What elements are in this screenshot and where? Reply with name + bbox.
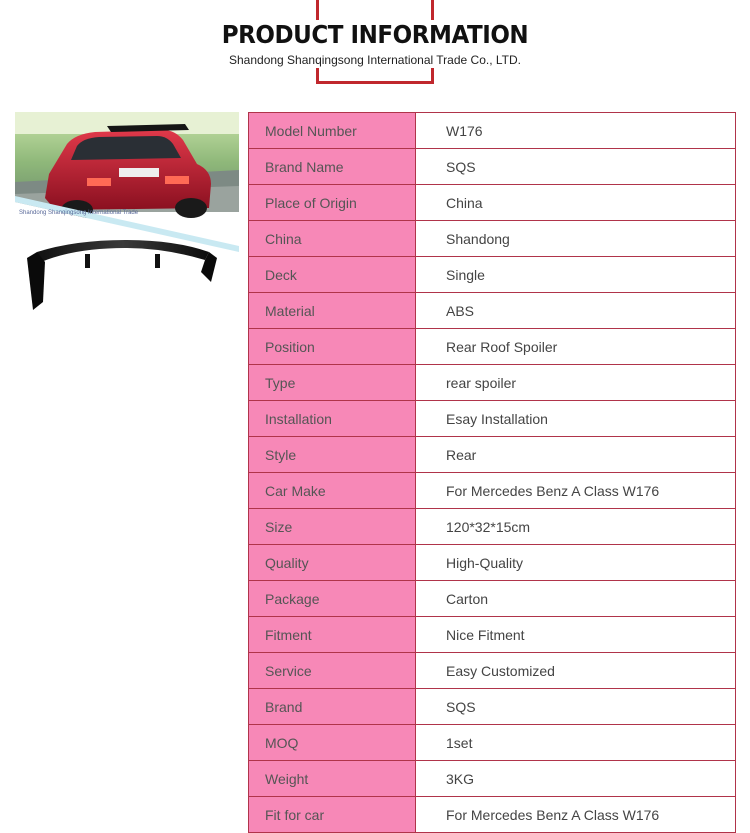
spec-row (249, 293, 736, 329)
spec-value: SQS (416, 689, 736, 725)
spec-value: 3KG (416, 761, 736, 797)
product-image (15, 112, 239, 318)
spec-row (249, 113, 736, 149)
spec-label: Style (249, 437, 416, 473)
spec-row (249, 509, 736, 545)
spec-value: rear spoiler (416, 365, 736, 401)
spec-row (249, 725, 736, 761)
spec-value: Single (416, 257, 736, 293)
spec-table-body (249, 113, 736, 833)
spec-value: For Mercedes Benz A Class W176 (416, 797, 736, 833)
spec-row (249, 653, 736, 689)
spec-row (249, 689, 736, 725)
spec-row (249, 473, 736, 509)
image-watermark: Shandong Shanqingsong International Trade (19, 210, 139, 216)
spec-value: Easy Customized (416, 653, 736, 689)
spec-row (249, 329, 736, 365)
spec-label: Place of Origin (249, 185, 416, 221)
spec-row (249, 581, 736, 617)
spec-row (249, 365, 736, 401)
spec-row (249, 149, 736, 185)
spec-table (248, 112, 736, 833)
spec-value: High-Quality (416, 545, 736, 581)
spec-label: Type (249, 365, 416, 401)
spec-row (249, 401, 736, 437)
spec-value: Rear Roof Spoiler (416, 329, 736, 365)
spec-label: Material (249, 293, 416, 329)
spec-value: For Mercedes Benz A Class W176 (416, 473, 736, 509)
spec-label: MOQ (249, 725, 416, 761)
spec-label: Size (249, 509, 416, 545)
spec-value: Shandong (416, 221, 736, 257)
spec-label: Quality (249, 545, 416, 581)
spec-label: Fit for car (249, 797, 416, 833)
spec-label: Brand (249, 689, 416, 725)
spec-row (249, 221, 736, 257)
spec-row (249, 617, 736, 653)
spec-row (249, 257, 736, 293)
spec-row (249, 761, 736, 797)
spec-label: Brand Name (249, 149, 416, 185)
spec-value: SQS (416, 149, 736, 185)
spec-value: Nice Fitment (416, 617, 736, 653)
spec-label: Deck (249, 257, 416, 293)
spec-value: W176 (416, 113, 736, 149)
spec-label: Model Number (249, 113, 416, 149)
spec-row (249, 797, 736, 833)
spec-value: ABS (416, 293, 736, 329)
spec-value: Rear (416, 437, 736, 473)
spec-label: Car Make (249, 473, 416, 509)
spec-label: Position (249, 329, 416, 365)
company-name: Shandong Shanqingsong International Trade Co., LTD. (229, 53, 521, 67)
spec-label: Package (249, 581, 416, 617)
spec-row (249, 437, 736, 473)
spec-label: China (249, 221, 416, 257)
spec-value: 120*32*15cm (416, 509, 736, 545)
spec-label: Fitment (249, 617, 416, 653)
spec-value: 1set (416, 725, 736, 761)
spec-label: Installation (249, 401, 416, 437)
page-title: PRODUCT INFORMATION (221, 20, 529, 49)
spec-row (249, 545, 736, 581)
spec-row (249, 185, 736, 221)
spec-value: China (416, 185, 736, 221)
spec-value: Esay Installation (416, 401, 736, 437)
spec-label: Weight (249, 761, 416, 797)
spec-label: Service (249, 653, 416, 689)
spec-value: Carton (416, 581, 736, 617)
